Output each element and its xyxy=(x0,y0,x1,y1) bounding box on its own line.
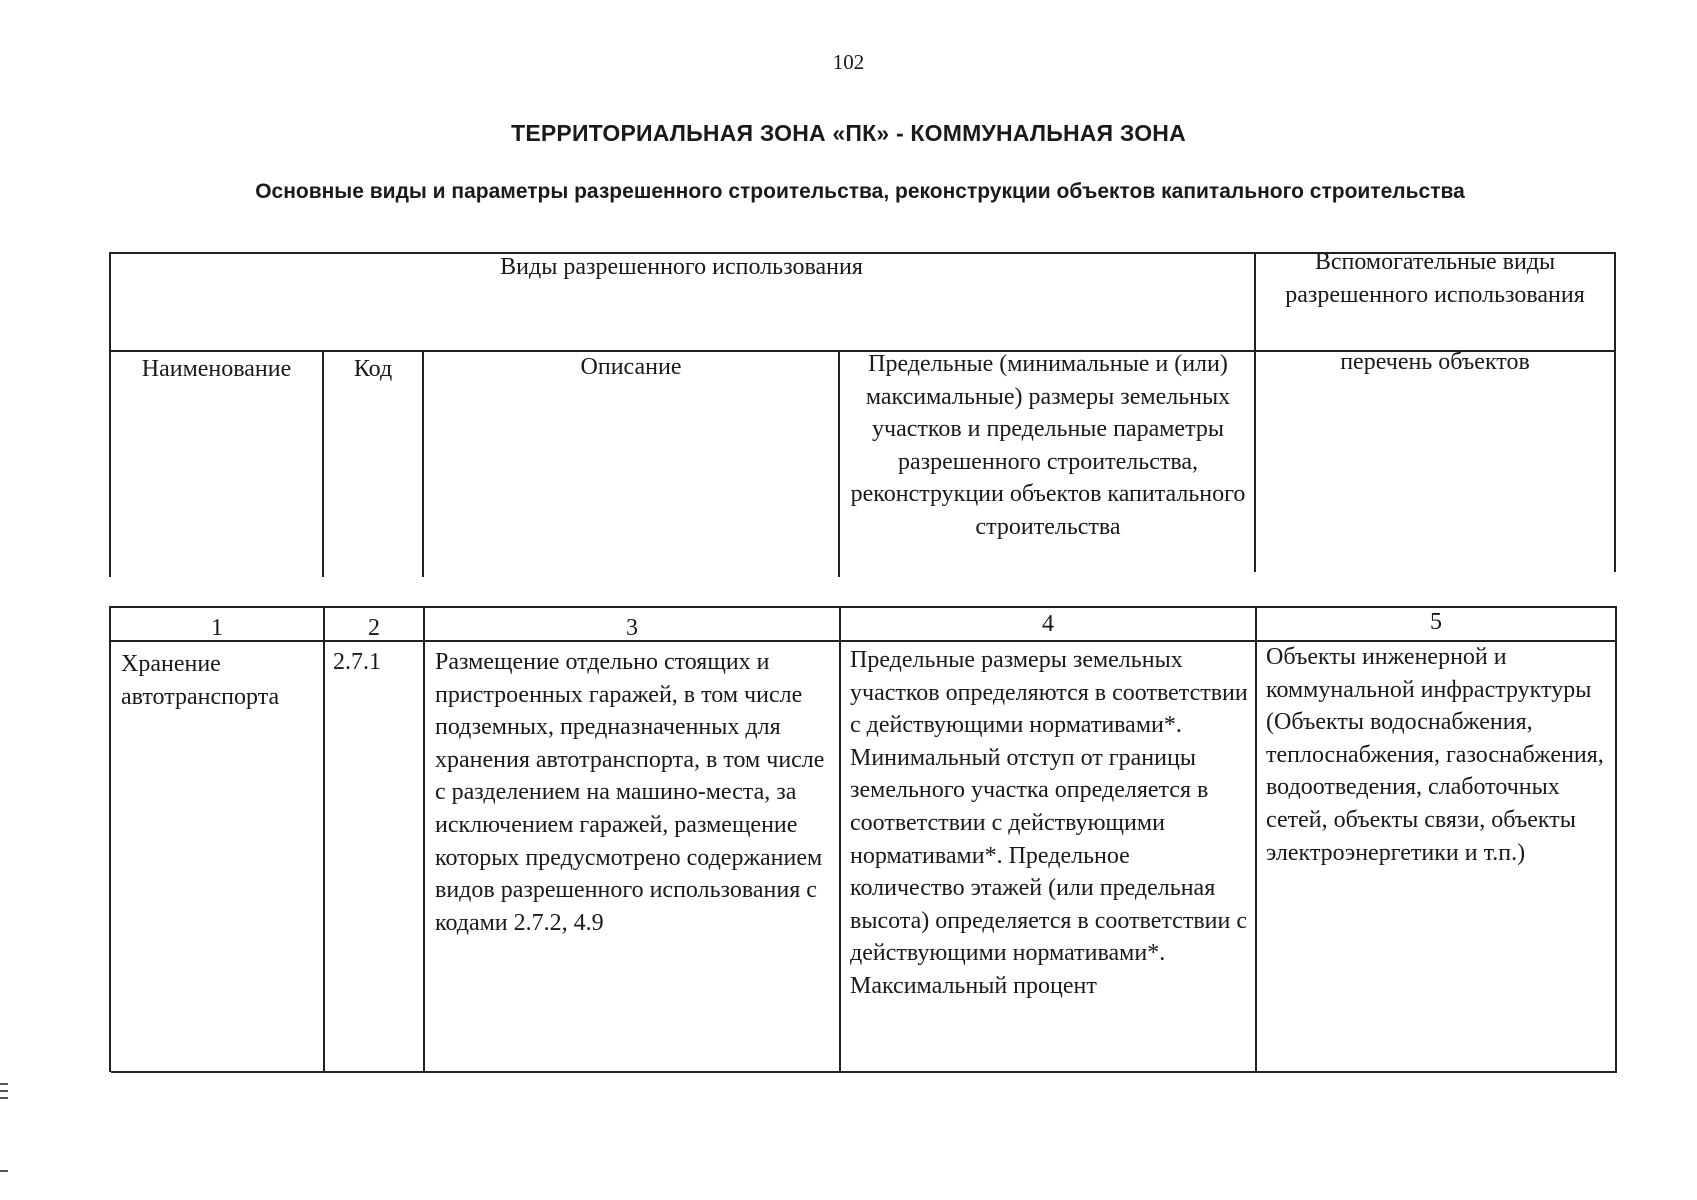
header-col-desc: Описание xyxy=(580,354,682,380)
col-number-4: 4 xyxy=(1042,611,1054,637)
col-number-2: 2 xyxy=(368,615,380,641)
page-number: 102 xyxy=(832,50,865,74)
col-number-1: 1 xyxy=(211,615,223,641)
header-col-aux: перечень объектов xyxy=(1340,349,1530,375)
header-col-limits: Предельные (минимальные и (или) максимальные) размеры земельных участков и предельные параметры разрешенного строительства, реконструкции объектов капитального строительства xyxy=(850,351,1246,540)
zone-title: ТЕРРИТОРИАЛЬНАЯ ЗОНА «ПК» - КОММУНАЛЬНАЯ ЗОНА xyxy=(511,120,1186,146)
header-col-name: Наименование xyxy=(141,356,292,382)
section-subtitle: Основные виды и параметры разрешенного строительства, реконструкции объектов капитального строительства xyxy=(255,180,1465,203)
row-description: Размещение отдельно стоящих и пристроенных гаражей, в том числе подземных, предназначенных для хранения автотранспорта, в том числе с разделением на машино-места, за исключением гаражей, размещение которых предусмотрено содержанием видов разрешенного использования с кодами 2.7.2, 4.9 xyxy=(435,649,825,936)
header-col-code: Код xyxy=(353,356,393,382)
col-number-5: 5 xyxy=(1430,609,1442,635)
header-group-aux: Вспомогательные виды разрешенного использования xyxy=(1285,249,1585,308)
row-code: 2.7.1 xyxy=(333,649,381,675)
header-group-main: Виды разрешенного использования xyxy=(500,254,863,280)
row-aux: Объекты инженерной и коммунальной инфраструктуры (Объекты водоснабжения, теплоснабжения, газоснабжения, водоотведения, слаботочных сетей, объекты связи, объекты электроэнергетики и т.п.) xyxy=(1266,644,1604,866)
col-number-3: 3 xyxy=(626,615,638,641)
row-name: Хранение автотранспорта xyxy=(121,651,280,710)
row-limits: Предельные размеры земельных участков определяются в соответствии с действующими нормативами*. Минимальный отступ от границы земельного участка определяется в соответствии с действующими нормативами*. Предельное количество этажей (или предельная высота) определяется в соответствии с действующими нормативами*. Максимальный процент xyxy=(850,647,1248,999)
